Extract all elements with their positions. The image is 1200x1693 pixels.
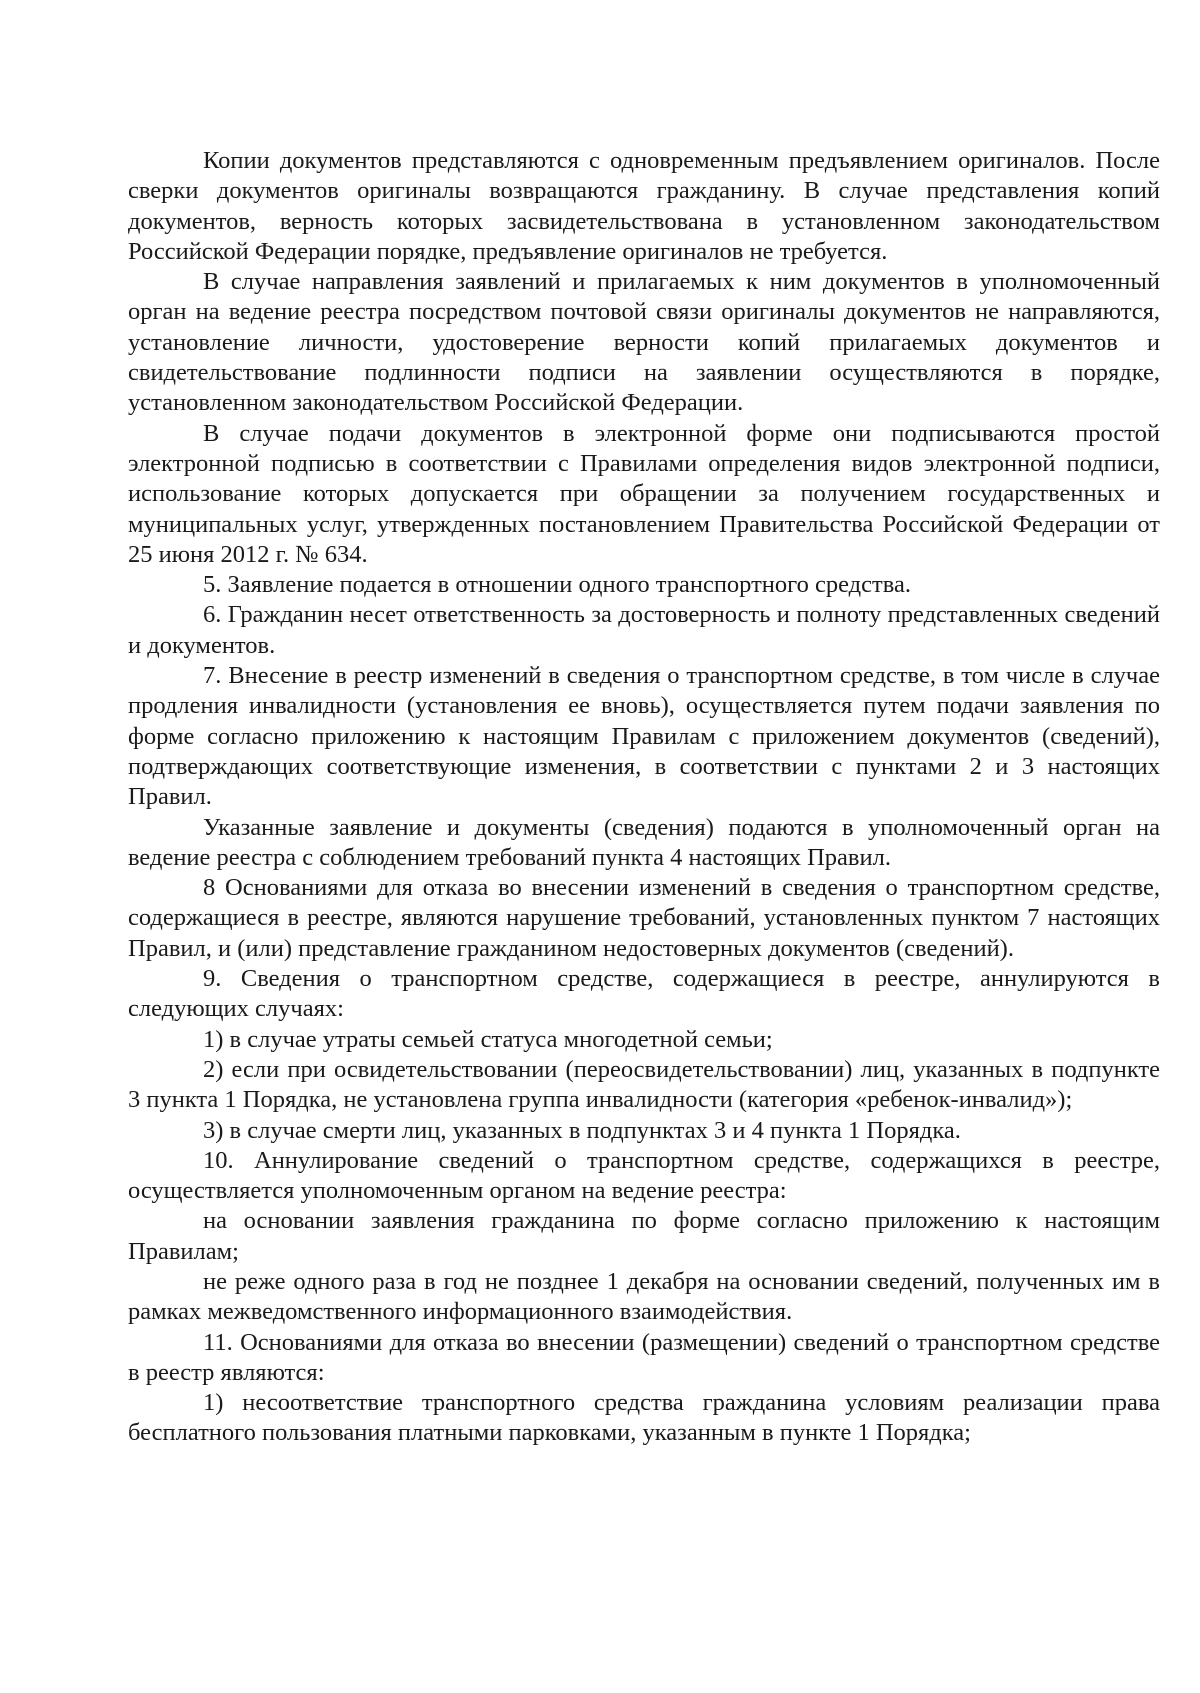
paragraph-copies-originals: Копии документов представляются с одновременным предъявлением оригиналов. После сверки документов оригиналы возвращаются гражданину. В случае представления копий документов, верность которых засвидетельствована в установленном законодательством Российской Федерации порядке, предъявление оригиналов не требуется. <box>128 147 1160 265</box>
paragraph-item-9-sub-2: 2) если при освидетельствовании (переосвидетельствовании) лиц, указанных в подпункте 3 пункта 1 Порядка, не установлена группа инвалидности (категория «ребенок-инвалид»); <box>128 1055 1160 1114</box>
document-page <box>128 146 1160 1449</box>
paragraph-item-7-continued: Указанные заявление и документы (сведения) подаются в уполномоченный орган на ведение реестра с соблюдением требований пункта 4 настоящих Правил. <box>128 813 1160 871</box>
paragraph-electronic-signature: В случае подачи документов в электронной форме они подписываются простой электронной подписью в соответствии с Правилами определения видов электронной подписи, использование которых допускается при обращении за получением государственных и муниципальных услуг, утвержденных постановлением Правительства Российской Федерации от 25 июня 2012 г. № 634. <box>128 419 1160 568</box>
paragraph-item-10: 10. Аннулирование сведений о транспортном средстве, содержащихся в реестре, осуществляется уполномоченным органом на ведение реестра: <box>128 1146 1160 1205</box>
paragraph-item-5: 5. Заявление подается в отношении одного транспортного средства. <box>203 571 911 599</box>
paragraph-item-11-sub-1: 1) несоответствие транспортного средства гражданина условиям реализации права бесплатного пользования платными парковками, указанным в пункте 1 Порядка; <box>128 1389 1160 1447</box>
paragraph-item-8: 8 Основаниями для отказа во внесении изменений в сведения о транспортном средстве, содержащиеся в реестре, являются нарушение требований, установленных пунктом 7 настоящих Правил, и (или) представление гражданином недостоверных документов (сведений). <box>128 874 1160 962</box>
paragraph-item-7: 7. Внесение в реестр изменений в сведения о транспортном средстве, в том числе в случае продления инвалидности (установления ее вновь), осуществляется путем подачи заявления по форме согласно приложению к настоящим Правилам с приложением документов (сведений), подтверждающих соответствующие изменения, в соответствии с пунктами 2 и 3 настоящих Правил. <box>128 662 1160 811</box>
paragraph-postal-submission: В случае направления заявлений и прилагаемых к ним документов в уполномоченный орган на ведение реестра посредством почтовой связи оригиналы документов не направляются, установление личности, удостоверение верности копий прилагаемых документов и свидетельствование подлинности подписи на заявлении осуществляются в порядке, установленном законодательством Российской Федерации. <box>128 268 1160 417</box>
paragraph-item-11: 11. Основаниями для отказа во внесении (размещении) сведений о транспортном средстве в реестр являются: <box>128 1328 1160 1386</box>
paragraph-item-9: 9. Сведения о транспортном средстве, содержащиеся в реестре, аннулируются в следующих случаях: <box>128 965 1160 1023</box>
paragraph-item-10-basis-annual: не реже одного раза в год не позднее 1 декабря на основании сведений, полученных им в рамках межведомственного информационного взаимодействия. <box>128 1267 1160 1326</box>
paragraph-item-6: 6. Гражданин несет ответственность за достоверность и полноту представленных сведений и документов. <box>128 601 1160 659</box>
paragraph-item-9-sub-3: 3) в случае смерти лиц, указанных в подпунктах 3 и 4 пункта 1 Порядка. <box>203 1116 961 1144</box>
paragraph-item-10-basis-application: на основании заявления гражданина по форме согласно приложению к настоящим Правилам; <box>128 1207 1160 1265</box>
paragraph-item-9-sub-1: 1) в случае утраты семьей статуса многодетной семьи; <box>203 1025 773 1053</box>
